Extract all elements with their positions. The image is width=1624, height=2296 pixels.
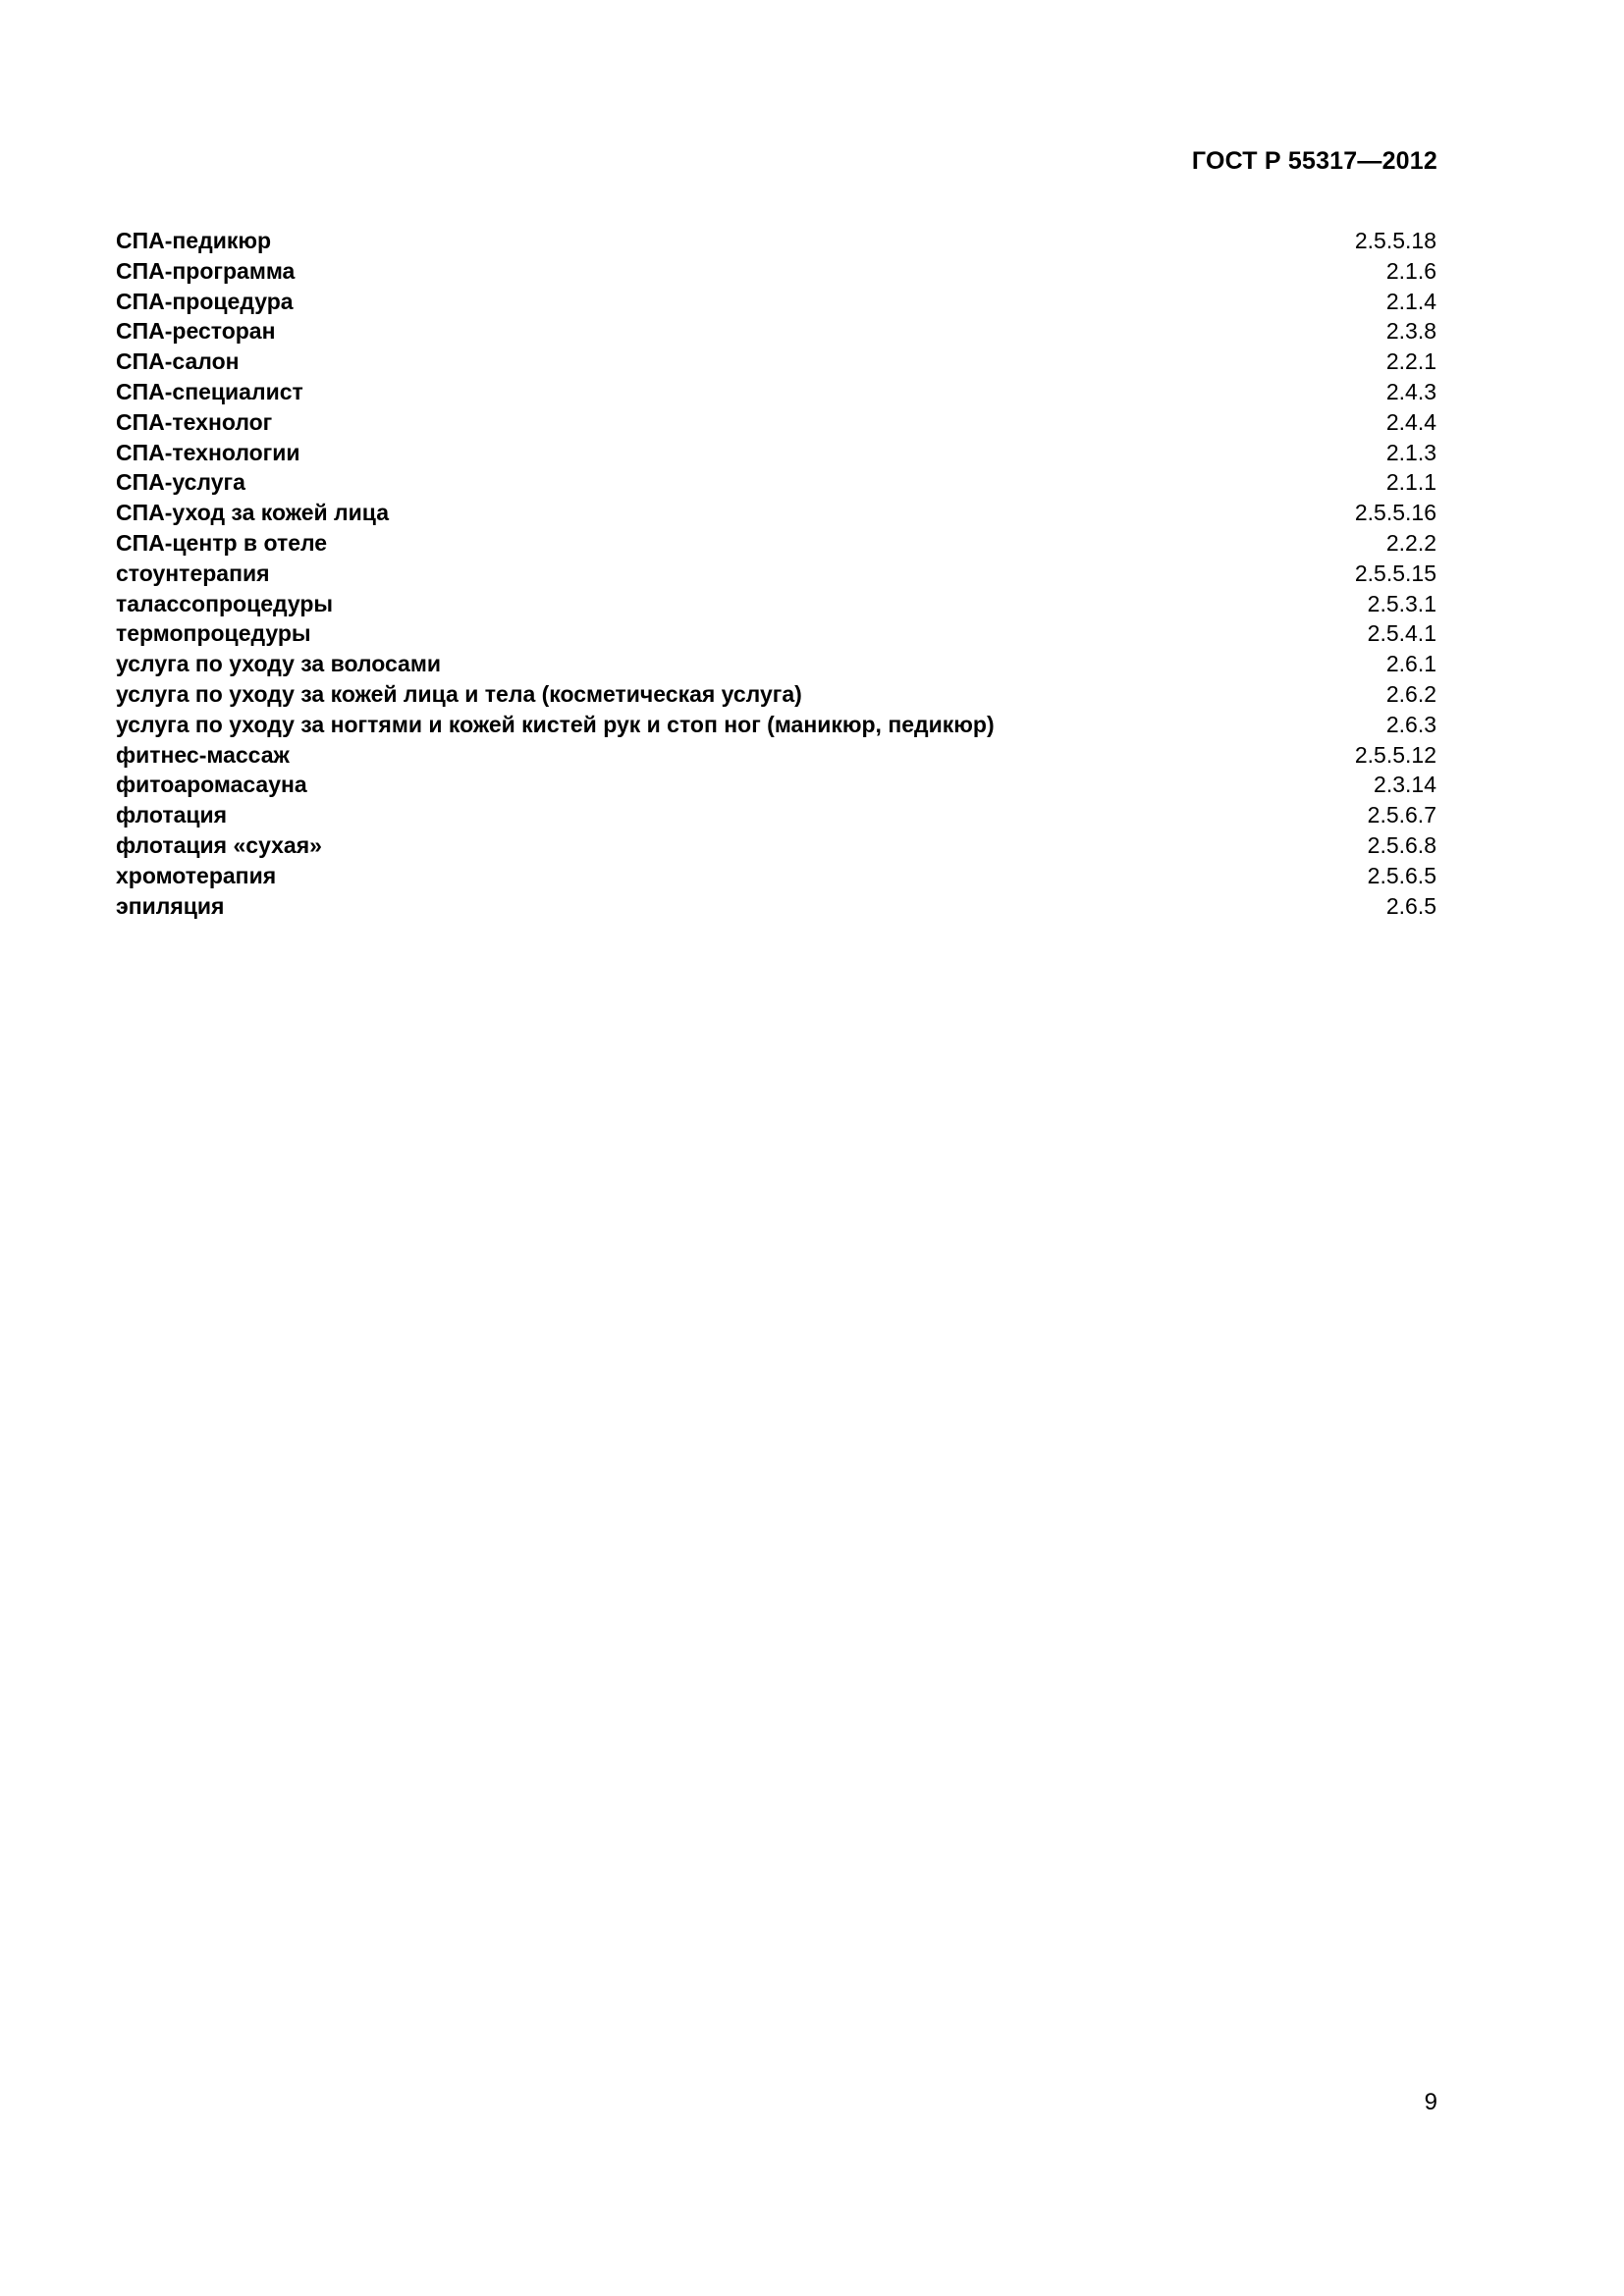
index-reference: 2.1.6	[1385, 257, 1436, 284]
index-entry	[116, 226, 1436, 256]
index-entry	[116, 498, 1436, 528]
index-term: услуга по уходу за ногтями и кожей кистей рук и стоп ног (маникюр, педикюр)	[116, 711, 995, 737]
index-entry	[116, 316, 1436, 347]
index-reference: 2.1.3	[1385, 439, 1436, 465]
index-term: СПА-процедура	[116, 288, 294, 314]
index-reference: 2.5.6.8	[1367, 831, 1436, 858]
index-entry	[116, 287, 1436, 317]
index-reference: 2.1.4	[1385, 288, 1436, 314]
index-reference: 2.2.1	[1385, 348, 1436, 375]
index-entry	[116, 618, 1436, 649]
page-number: 9	[1424, 2089, 1437, 2115]
index-term: СПА-технологии	[116, 439, 300, 465]
index-reference: 2.5.5.15	[1354, 560, 1436, 586]
index-reference: 2.6.2	[1385, 680, 1436, 707]
index-term: СПА-ресторан	[116, 318, 276, 345]
index-term: СПА-салон	[116, 348, 240, 375]
index-reference: 2.5.3.1	[1367, 590, 1436, 616]
index-reference: 2.6.3	[1385, 711, 1436, 737]
index-entry	[116, 740, 1436, 771]
index-reference: 2.5.6.7	[1367, 802, 1436, 828]
index-reference: 2.3.8	[1385, 318, 1436, 345]
alphabetical-index-list	[116, 226, 1436, 921]
index-reference: 2.5.4.1	[1367, 620, 1436, 647]
index-entry	[116, 528, 1436, 559]
index-entry	[116, 649, 1436, 679]
index-entry	[116, 830, 1436, 861]
index-entry	[116, 438, 1436, 468]
index-entry	[116, 407, 1436, 438]
index-term: фитоаромасауна	[116, 772, 307, 798]
index-term: услуга по уходу за волосами	[116, 651, 441, 677]
index-entry	[116, 710, 1436, 740]
index-reference: 2.5.5.12	[1354, 741, 1436, 768]
index-term: СПА-центр в отеле	[116, 529, 328, 556]
index-entry	[116, 891, 1436, 922]
index-term: стоунтерапия	[116, 560, 270, 586]
index-term: СПА-услуга	[116, 469, 245, 496]
index-term: флотация	[116, 802, 228, 828]
index-term: услуга по уходу за кожей лица и тела (косметическая услуга)	[116, 680, 802, 707]
index-reference: 2.5.5.16	[1354, 500, 1436, 526]
index-entry	[116, 589, 1436, 619]
index-term: хромотерапия	[116, 862, 277, 888]
index-term: СПА-педикюр	[116, 228, 272, 253]
index-reference: 2.2.2	[1385, 529, 1436, 556]
index-entry	[116, 861, 1436, 891]
index-reference: 2.1.1	[1385, 469, 1436, 496]
standard-code-header: ГОСТ Р 55317—2012	[1191, 147, 1437, 175]
index-term: фитнес-массаж	[116, 741, 290, 768]
index-entry	[116, 467, 1436, 498]
index-reference: 2.4.4	[1385, 408, 1436, 435]
index-term: СПА-уход за кожей лица	[116, 500, 389, 526]
index-reference: 2.5.5.18	[1354, 228, 1436, 253]
index-reference: 2.6.5	[1385, 892, 1436, 919]
index-reference: 2.4.3	[1385, 378, 1436, 404]
index-reference: 2.5.6.5	[1367, 862, 1436, 888]
index-term: СПА-специалист	[116, 378, 303, 404]
index-entry	[116, 347, 1436, 377]
index-entry	[116, 770, 1436, 800]
index-term: термопроцедуры	[116, 620, 311, 647]
index-entry	[116, 256, 1436, 287]
index-term: эпиляция	[116, 892, 225, 919]
index-entry	[116, 800, 1436, 830]
index-entry	[116, 559, 1436, 589]
index-term: СПА-программа	[116, 257, 296, 284]
index-reference: 2.3.14	[1374, 772, 1436, 798]
index-term: талассопроцедуры	[116, 590, 334, 616]
index-term: флотация «сухая»	[116, 831, 322, 858]
index-reference: 2.6.1	[1385, 651, 1436, 677]
index-entry	[116, 377, 1436, 407]
index-term: СПА-технолог	[116, 408, 273, 435]
index-entry	[116, 679, 1436, 710]
